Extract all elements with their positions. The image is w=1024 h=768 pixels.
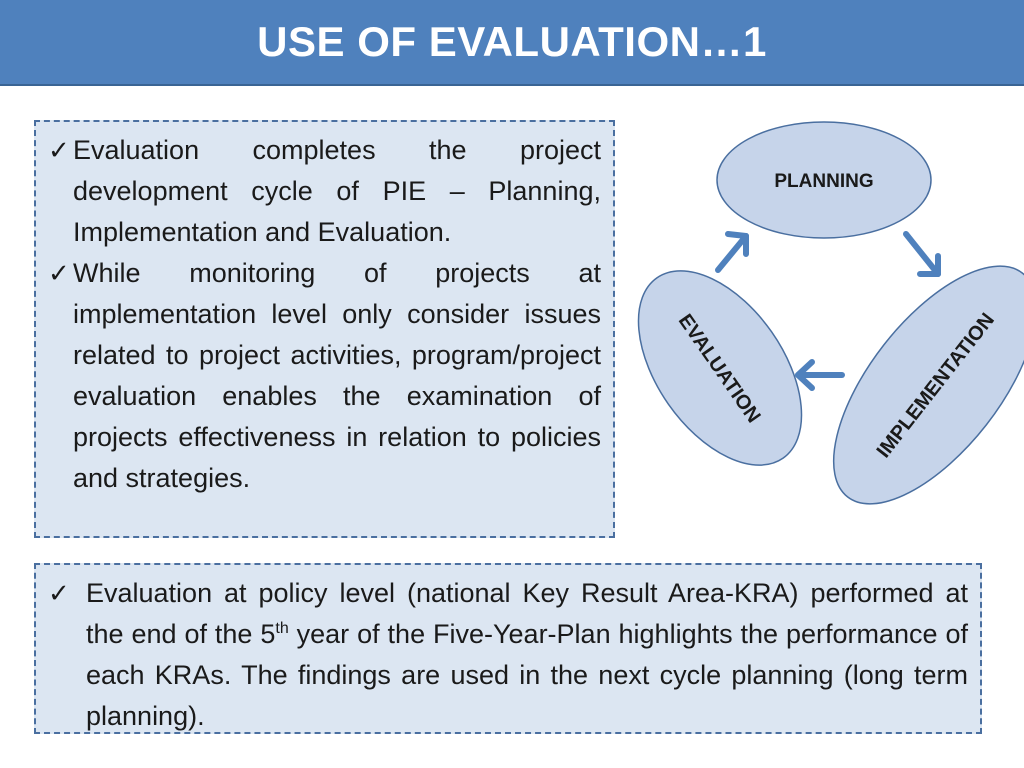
arrow-up-right-icon [718,234,746,270]
bullet-item [48,130,601,253]
pie-cycle-diagram [620,110,1024,530]
arrow-left-icon [798,362,842,388]
arrow-down-right-icon [906,234,938,274]
evaluation-label: EVALUATION [673,310,765,427]
title-bar [0,0,1024,86]
planning-label: PLANNING [774,171,874,192]
policy-level-text-box [34,563,982,734]
implementation-node [796,233,1024,530]
superscript-th: th [275,620,289,637]
slide-title: USE OF EVALUATION…1 [257,18,767,65]
bullet-text-part1: Evaluation at policy level (national Key Result Area-KRA) performed at the end of the 5 [86,578,968,649]
bullet-text: While monitoring of projects at implementation level only consider issues related to project activities, program/project evaluation enables the examination of projects effectiveness in relation to policies and strategies. [73,258,601,493]
checkmark-icon: ✓ [48,578,70,608]
implementation-label: IMPLEMENTATION [872,309,999,463]
pie-cycle-text-box [34,120,615,538]
planning-node [717,122,931,238]
bullet-item [48,253,601,499]
bullet-text-part2: year of the Five-Year-Plan highlights the performance of each KRAs. The findings are used in the next cycle planning (long term planning). [86,619,969,731]
bullet-text: Evaluation completes the project development cycle of PIE – Planning, Implementation and Evaluation. [73,135,601,247]
bullet-item [48,573,968,737]
checkmark-icon: ✓ [48,258,70,288]
checkmark-icon: ✓ [48,135,70,165]
